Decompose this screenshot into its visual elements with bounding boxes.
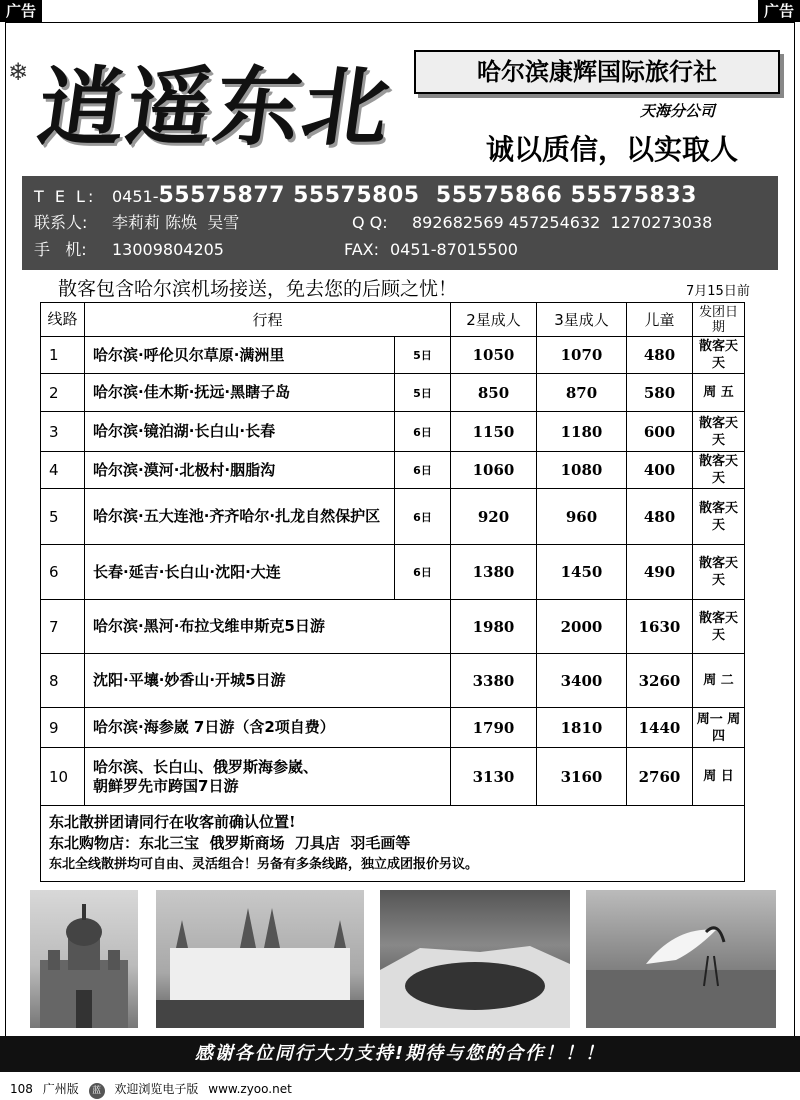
- departure: 散客天天: [693, 600, 745, 654]
- route-no: 3: [41, 412, 85, 452]
- page-number: 108: [10, 1082, 33, 1096]
- departure: 周 五: [693, 374, 745, 412]
- person-row: [34, 209, 766, 236]
- table-row: [41, 600, 745, 654]
- footer-url[interactable]: www.zyoo.net: [208, 1082, 292, 1096]
- price-3star: 1080: [537, 452, 627, 489]
- route-no: 8: [41, 654, 85, 708]
- table-row: [41, 748, 745, 806]
- price-2star: 3130: [451, 748, 537, 806]
- route-days: 6日: [395, 452, 451, 489]
- tel-numbers: 55575877 55575805 55575866 55575833: [158, 183, 697, 208]
- price-2star: 1380: [451, 545, 537, 600]
- route-no: 7: [41, 600, 85, 654]
- route-name: 沈阳·平壤·妙香山·开城5日游: [85, 654, 451, 708]
- price-3star: 1810: [537, 708, 627, 748]
- price-2star: 1150: [451, 412, 537, 452]
- tel-label: T E L:: [34, 187, 97, 206]
- photo-cathedral: [30, 890, 138, 1028]
- price-2star: 1980: [451, 600, 537, 654]
- price-child: 3260: [627, 654, 693, 708]
- footer-line-2: 东北购物店：东北三宝 俄罗斯商场 刀具店 羽毛画等: [49, 834, 411, 852]
- magazine-logo-icon: 蓝: [89, 1083, 105, 1099]
- fax-label: FAX:: [344, 240, 380, 259]
- tel-prefix: 0451-: [112, 187, 159, 206]
- route-no: 9: [41, 708, 85, 748]
- date-note: 7月15日前: [686, 284, 750, 299]
- footer-line-1: 东北散拼团请同行在收客前确认位置!: [49, 813, 296, 831]
- table-row: [41, 452, 745, 489]
- edition: 广州版: [42, 1082, 79, 1096]
- table-row: [41, 374, 745, 412]
- price-child: 1440: [627, 708, 693, 748]
- branch-name: 天海分公司: [640, 102, 716, 120]
- route-no: 6: [41, 545, 85, 600]
- price-2star: 1790: [451, 708, 537, 748]
- company-name: 哈尔滨康辉国际旅行社: [414, 50, 780, 94]
- header-no: 线路: [41, 303, 85, 337]
- price-3star: 870: [537, 374, 627, 412]
- header-route: 行程: [85, 303, 451, 337]
- route-days: 6日: [395, 412, 451, 452]
- contact-panel: [22, 176, 778, 270]
- persons: 李莉莉 陈焕 吴雪: [112, 213, 240, 232]
- header-child: 儿童: [627, 303, 693, 337]
- snowflake-icon: ❄: [8, 58, 29, 86]
- price-child: 2760: [627, 748, 693, 806]
- price-3star: 960: [537, 489, 627, 545]
- table-row: [41, 489, 745, 545]
- route-name: 哈尔滨·漠河·北极村·胭脂沟: [85, 452, 395, 489]
- departure: 周 二: [693, 654, 745, 708]
- price-3star: 1180: [537, 412, 627, 452]
- route-name: 哈尔滨·海参崴 7日游（含2项自费）: [85, 708, 451, 748]
- departure: 散客天天: [693, 545, 745, 600]
- footer-line-3: 东北全线散拼均可自由、灵活组合！另备有多条线路，独立成团报价另议。: [49, 857, 479, 872]
- notice-text: 散客包含哈尔滨机场接送，免去您的后顾之忧！: [58, 278, 458, 300]
- price-child: 490: [627, 545, 693, 600]
- route-no: 10: [41, 748, 85, 806]
- price-2star: 1050: [451, 337, 537, 374]
- price-child: 1630: [627, 600, 693, 654]
- route-no: 4: [41, 452, 85, 489]
- route-no: 5: [41, 489, 85, 545]
- route-name: 长春·延吉·长白山·沈阳·大连: [85, 545, 395, 600]
- photo-palace: [156, 890, 364, 1028]
- departure: 周一 周四: [693, 708, 745, 748]
- mobile-row: [34, 236, 766, 263]
- table-footer-row: [41, 806, 745, 882]
- price-child: 480: [627, 489, 693, 545]
- route-days: 6日: [395, 489, 451, 545]
- departure: 散客天天: [693, 452, 745, 489]
- price-2star: 850: [451, 374, 537, 412]
- qq-label: Q Q:: [352, 213, 388, 232]
- logo-calligraphy: 逍遥东北: [31, 57, 399, 158]
- route-days: 6日: [395, 545, 451, 600]
- route-name: 哈尔滨·黑河·布拉戈维申斯克5日游: [85, 600, 451, 654]
- fax-number: 0451-87015500: [390, 240, 518, 259]
- table-header: [41, 303, 745, 337]
- page-footer: [10, 1080, 298, 1099]
- footer-text: 欢迎浏览电子版: [114, 1082, 199, 1096]
- ad-label-right: 广告: [758, 0, 800, 22]
- route-name: 哈尔滨·镜泊湖·长白山·长春: [85, 412, 395, 452]
- ad-label-left: 广告: [0, 0, 42, 22]
- price-3star: 1070: [537, 337, 627, 374]
- person-label: 联系人:: [34, 213, 88, 232]
- mobile-number: 13009804205: [112, 240, 224, 259]
- table-footer: [41, 806, 745, 882]
- route-days: 5日: [395, 337, 451, 374]
- departure: 散客天天: [693, 337, 745, 374]
- price-2star: 3380: [451, 654, 537, 708]
- route-name: 哈尔滨·五大连池·齐齐哈尔·扎龙自然保护区: [85, 489, 395, 545]
- price-child: 480: [627, 337, 693, 374]
- table-row: [41, 708, 745, 748]
- price-3star: 1450: [537, 545, 627, 600]
- price-child: 580: [627, 374, 693, 412]
- header-departure: 发团日期: [693, 303, 745, 337]
- departure: 散客天天: [693, 489, 745, 545]
- photo-crane: [586, 890, 776, 1028]
- route-no: 1: [41, 337, 85, 374]
- slogan: 诚以质信，以实取人: [486, 133, 739, 166]
- table-row: [41, 545, 745, 600]
- qq-numbers: 892682569 457254632 1270273038: [412, 213, 713, 232]
- departure: 周 日: [693, 748, 745, 806]
- price-child: 600: [627, 412, 693, 452]
- price-3star: 3160: [537, 748, 627, 806]
- route-days: 5日: [395, 374, 451, 412]
- thanks-banner: 感谢各位同行大力支持!期待与您的合作！！！: [0, 1036, 800, 1072]
- mobile-label: 手 机:: [34, 240, 87, 259]
- route-no: 2: [41, 374, 85, 412]
- departure: 散客天天: [693, 412, 745, 452]
- table-row: [41, 654, 745, 708]
- price-2star: 920: [451, 489, 537, 545]
- route-name: 哈尔滨·佳木斯·抚远·黑瞎子岛: [85, 374, 395, 412]
- header-adult2: 2星成人: [451, 303, 537, 337]
- route-name: 哈尔滨、长白山、俄罗斯海参崴、朝鲜罗先市跨国7日游: [85, 748, 451, 806]
- photo-crater-lake: [380, 890, 570, 1028]
- table-row: [41, 412, 745, 452]
- price-child: 400: [627, 452, 693, 489]
- route-name: 哈尔滨·呼伦贝尔草原·满洲里: [85, 337, 395, 374]
- tel-row: [34, 182, 766, 209]
- price-3star: 2000: [537, 600, 627, 654]
- price-3star: 3400: [537, 654, 627, 708]
- price-2star: 1060: [451, 452, 537, 489]
- table-row: [41, 337, 745, 374]
- route-price-table: [40, 302, 745, 882]
- header-adult3: 3星成人: [537, 303, 627, 337]
